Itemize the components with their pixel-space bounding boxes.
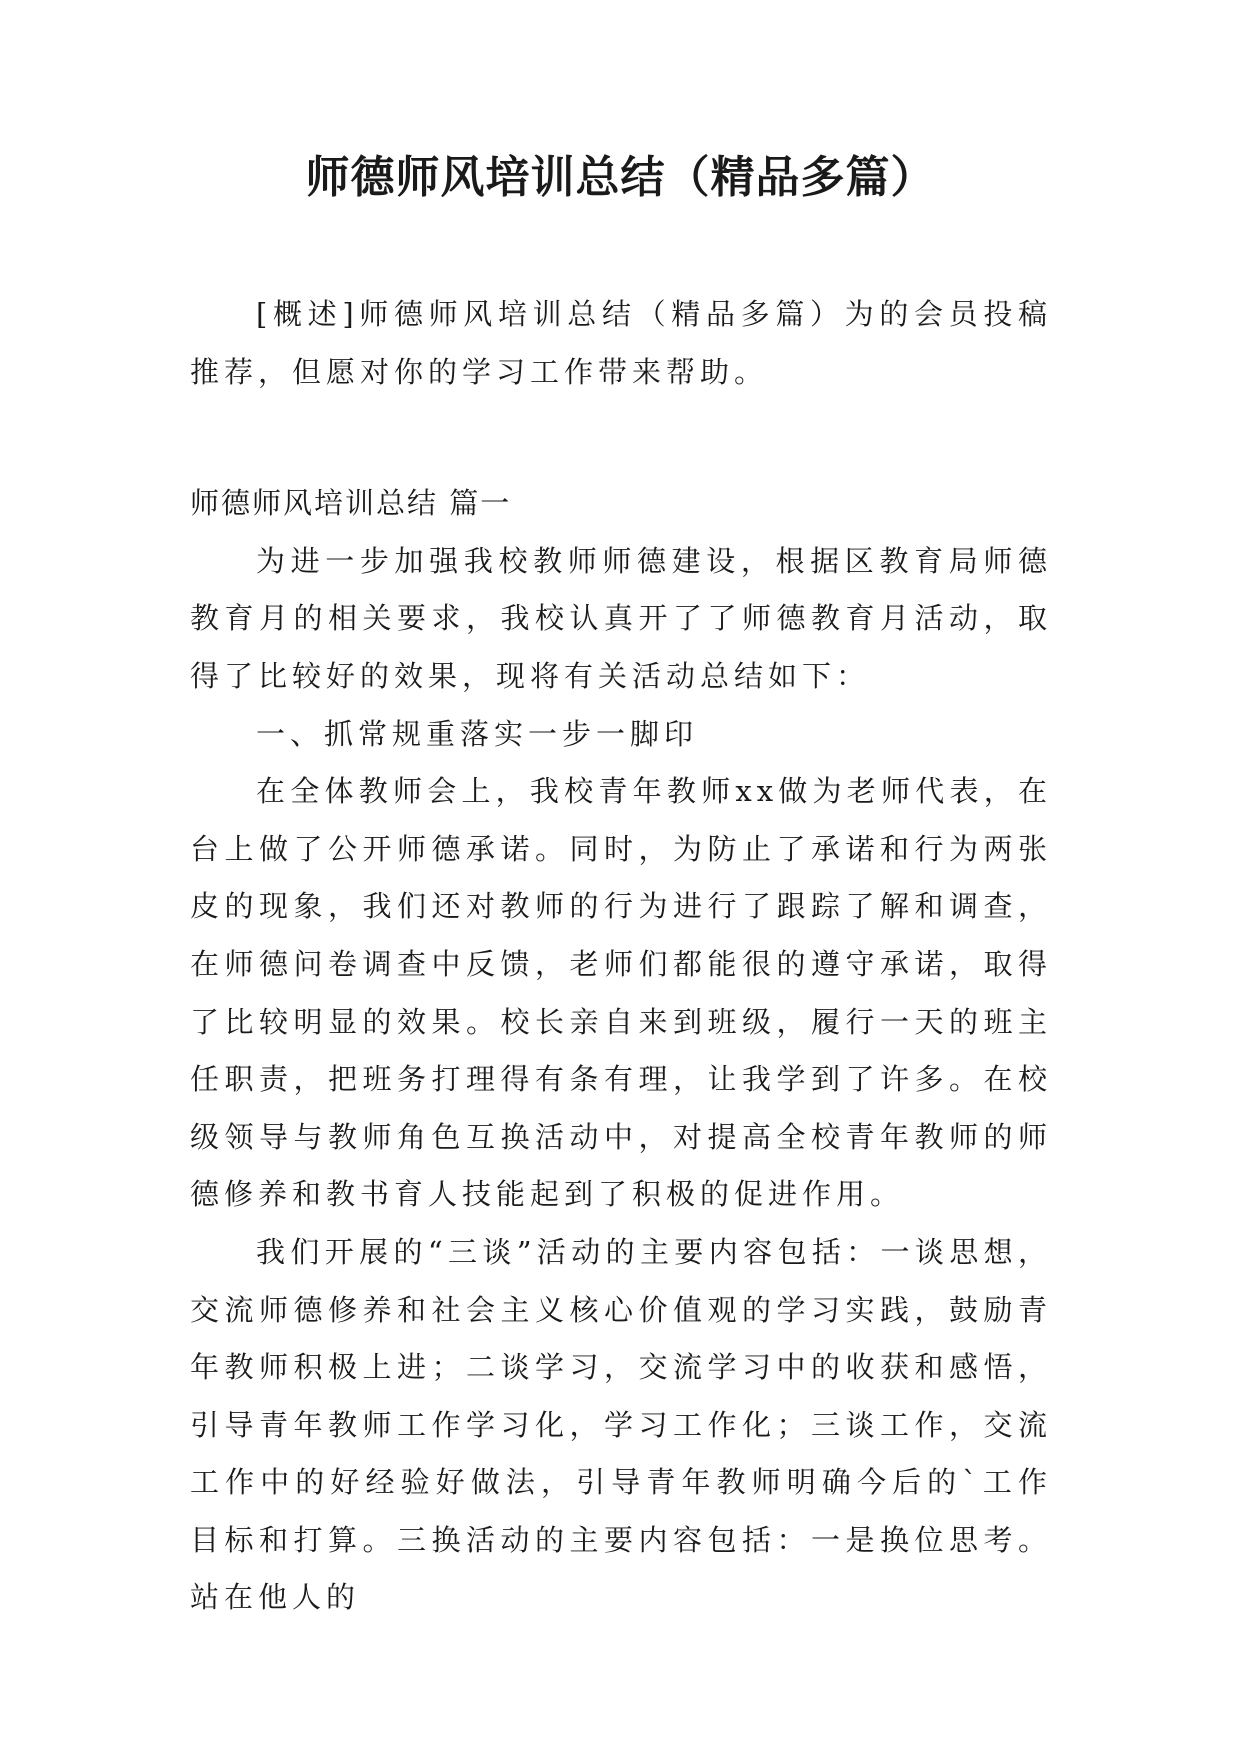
subheading-paragraph: 一、抓常规重落实一步一脚印: [256, 716, 699, 751]
document-body: [190, 286, 1052, 1627]
body-paragraph: 在全体教师会上，我校青年教师xx做为老师代表，在台上做了公开师德承诺。同时，为防止了承诺和行为两张皮的现象，我们还对教师的行为进行了跟踪了解和调查，在师德问卷调查中反馈，老师们都能很的遵守承诺，取得了比较明显的效果。校长亲自来到班级，履行一天的班主任职责，把班务打理得有条有理，让我学到了许多。在校级领导与教师角色互换活动中，对提高全校青年教师的师德修养和教书育人技能起到了积极的促进作用。: [190, 774, 1052, 1212]
section-heading: 师德师风培训总结 篇一: [190, 486, 512, 521]
summary-paragraph: [概述]师德师风培训总结（精品多篇）为的会员投稿推荐，但愿对你的学习工作带来帮助。: [190, 297, 1052, 389]
body-paragraph: 我们开展的“三谈”活动的主要内容包括：一谈思想，交流师德修养和社会主义核心价值观的学习实践，鼓励青年教师积极上进；二谈学习，交流学习中的收获和感悟，引导青年教师工作学习化，学习工作化；三谈工作，交流工作中的好经验好做法，引导青年教师明确今后的`工作目标和打算。三换活动的主要内容包括：一是换位思考。站在他人的: [190, 1234, 1052, 1615]
body-paragraph: 为进一步加强我校教师师德建设，根据区教育局师德教育月的相关要求，我校认真开了了师德教育月活动，取得了比较好的效果，现将有关活动总结如下：: [190, 543, 1052, 693]
document-title: 师德师风培训总结（精品多篇）: [305, 152, 936, 203]
